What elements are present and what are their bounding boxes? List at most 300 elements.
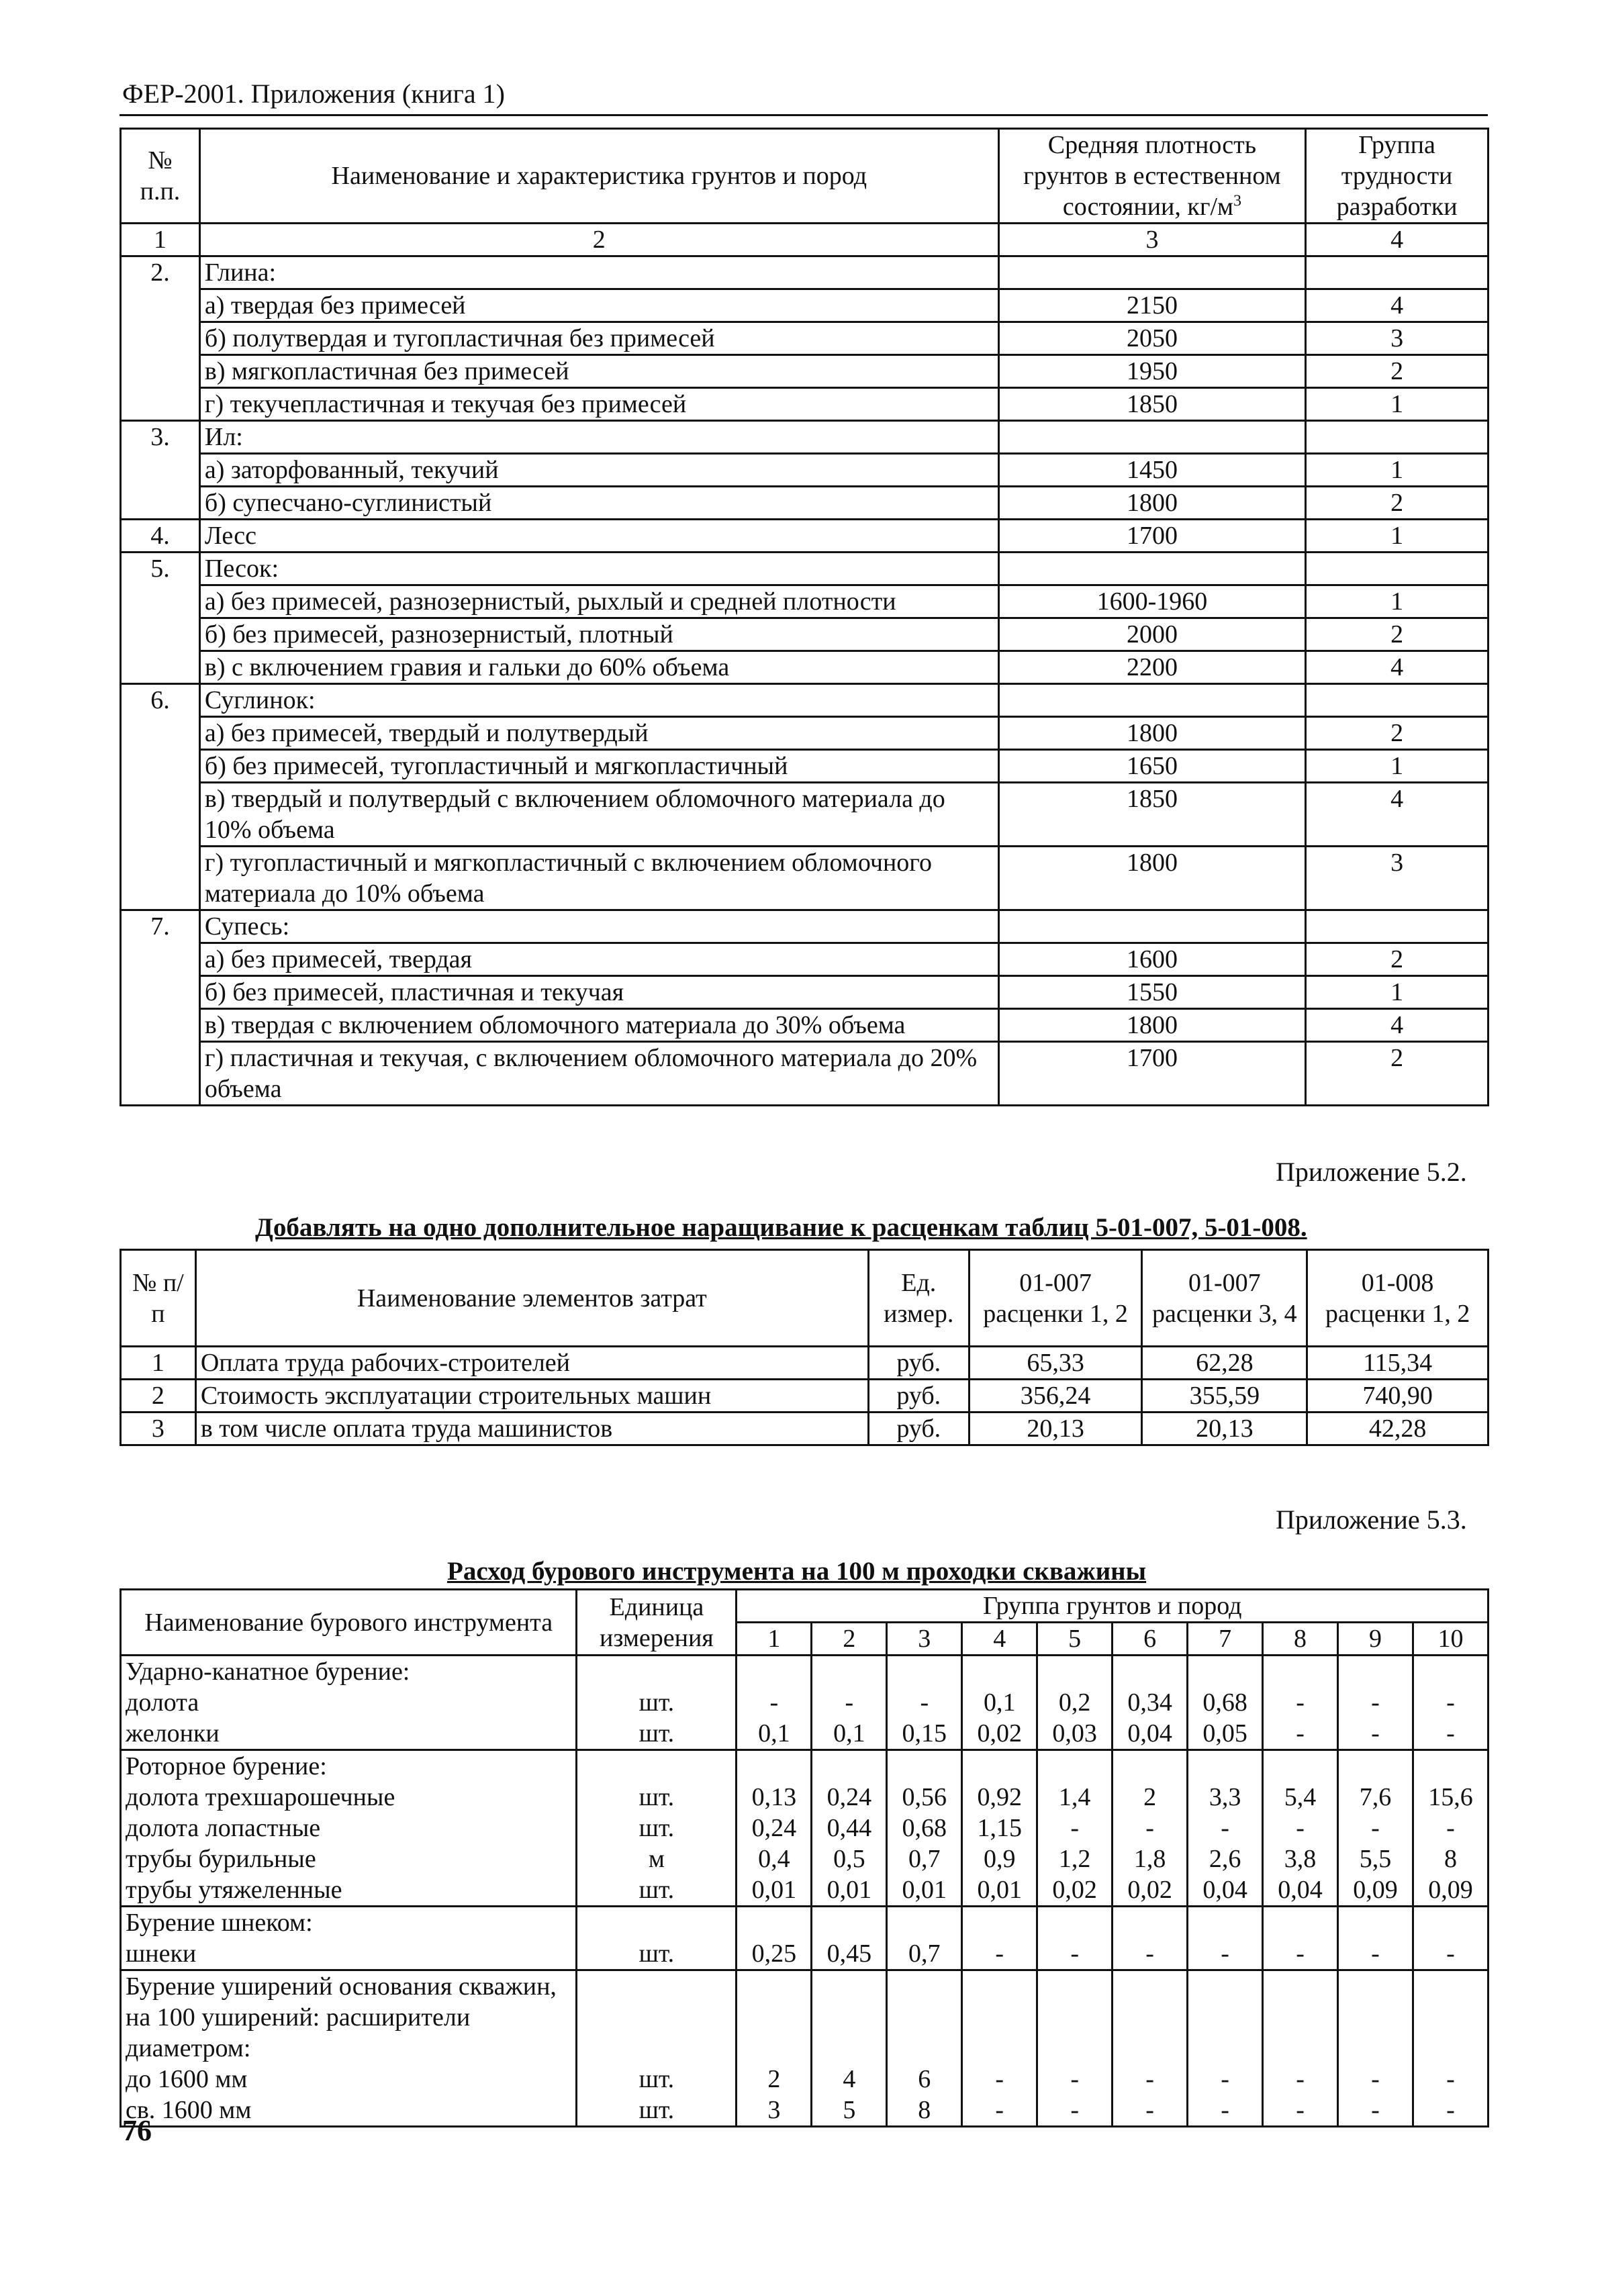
extra-extension-cost-table xyxy=(120,1249,1489,1446)
cost-row xyxy=(121,1413,1489,1445)
tool-name: до 1600 мм xyxy=(121,2064,577,2095)
row-number xyxy=(121,1009,200,1042)
soil-row xyxy=(121,256,1489,289)
unit: м xyxy=(577,1844,737,1874)
soil-density: 1450 xyxy=(998,454,1305,487)
consumption-value: 15,6 xyxy=(1413,1782,1488,1813)
row-number xyxy=(121,322,200,355)
soil-name: б) полутвердая и тугопластичная без примесей xyxy=(199,322,998,355)
consumption-value xyxy=(962,1907,1037,1939)
consumption-value xyxy=(1263,1907,1338,1939)
soil-row xyxy=(121,322,1489,355)
consumption-value xyxy=(1413,1907,1488,1939)
consumption-value: - xyxy=(1413,1813,1488,1844)
unit: шт. xyxy=(577,1718,737,1750)
consumption-value xyxy=(1338,1970,1413,2064)
soil-name: Ил: xyxy=(199,421,998,454)
consumption-value: 0,44 xyxy=(812,1813,887,1844)
consumption-value xyxy=(737,1656,812,1688)
tool-row xyxy=(121,1718,1489,1750)
soil-row xyxy=(121,289,1489,322)
soil-name: в) твердый и полутвердый с включением обломочного материала до 10% объема xyxy=(199,783,998,847)
tool-name: трубы утяжеленные xyxy=(121,1874,577,1907)
row-number xyxy=(121,976,200,1009)
consumption-value: 0,68 xyxy=(1188,1687,1263,1718)
consumption-value: - xyxy=(1413,1938,1488,1970)
soil-row xyxy=(121,684,1489,717)
drilling-tool-consumption-table xyxy=(120,1588,1489,2127)
consumption-value xyxy=(1188,1970,1263,2064)
column-number-cell: 2 xyxy=(199,224,998,256)
value-01-008-1-2: 42,28 xyxy=(1307,1413,1489,1445)
section-heading: Роторное бурение: xyxy=(121,1750,577,1782)
value-01-008-1-2: 115,34 xyxy=(1307,1347,1489,1380)
difficulty-group: 3 xyxy=(1306,322,1489,355)
soil-row xyxy=(121,520,1489,553)
soil-row xyxy=(121,487,1489,520)
consumption-value xyxy=(1338,1907,1413,1939)
consumption-value: - xyxy=(1338,1687,1413,1718)
consumption-value: 0,7 xyxy=(887,1844,962,1874)
consumption-value: 8 xyxy=(887,2095,962,2127)
consumption-value: 5 xyxy=(812,2095,887,2127)
consumption-value: 0,45 xyxy=(812,1938,887,1970)
header-rule xyxy=(120,114,1488,116)
soil-density: 1850 xyxy=(998,388,1305,421)
consumption-value xyxy=(1188,1750,1263,1782)
consumption-value: - xyxy=(1338,2064,1413,2095)
soil-density: 2200 xyxy=(998,651,1305,684)
soil-name: а) без примесей, разнозернистый, рыхлый и средней плотности xyxy=(199,585,998,618)
soil-row xyxy=(121,717,1489,750)
consumption-value: - xyxy=(1338,1938,1413,1970)
col-header-num: № п/п xyxy=(121,1250,196,1347)
row-number xyxy=(121,388,200,421)
soil-row xyxy=(121,1042,1489,1106)
consumption-value xyxy=(1113,1907,1188,1939)
consumption-value xyxy=(812,1656,887,1688)
section-heading: Бурение шнеком: xyxy=(121,1907,577,1939)
consumption-value: 0,2 xyxy=(1037,1687,1113,1718)
consumption-value xyxy=(1338,1656,1413,1688)
consumption-value: - xyxy=(962,1938,1037,1970)
tool-row xyxy=(121,2064,1489,2095)
soil-group-number: 8 xyxy=(1263,1623,1338,1656)
consumption-value: - xyxy=(1413,2095,1488,2127)
difficulty-group: 2 xyxy=(1306,487,1489,520)
unit xyxy=(577,1750,737,1782)
soil-density: 1800 xyxy=(998,847,1305,910)
consumption-value: - xyxy=(1037,1813,1113,1844)
cost-element-name: в том числе оплата труда машинистов xyxy=(195,1413,868,1445)
difficulty-group xyxy=(1306,553,1489,585)
consumption-value: 0,1 xyxy=(812,1718,887,1750)
consumption-value xyxy=(887,1656,962,1688)
tool-row xyxy=(121,2095,1489,2127)
consumption-value: 0,01 xyxy=(737,1874,812,1907)
col-header-01-007-3-4: 01-007 расценки 3, 4 xyxy=(1142,1250,1307,1347)
unit: руб. xyxy=(868,1413,969,1445)
difficulty-group: 1 xyxy=(1306,388,1489,421)
row-number xyxy=(121,454,200,487)
consumption-value xyxy=(962,1970,1037,2064)
difficulty-group: 4 xyxy=(1306,289,1489,322)
appendix-5-3-title: Расход бурового инструмента на 100 м проходки скважины xyxy=(447,1557,1147,1586)
soil-name: Песок: xyxy=(199,553,998,585)
soil-row xyxy=(121,910,1489,943)
tool-row xyxy=(121,1874,1489,1907)
soil-row xyxy=(121,553,1489,585)
row-number xyxy=(121,651,200,684)
cost-element-name: Стоимость эксплуатации строительных машин xyxy=(195,1380,868,1413)
unit xyxy=(577,1970,737,2064)
consumption-value: 0,7 xyxy=(887,1938,962,1970)
unit: шт. xyxy=(577,2095,737,2127)
consumption-value: 2,6 xyxy=(1188,1844,1263,1874)
consumption-value: 5,4 xyxy=(1263,1782,1338,1813)
soil-density: 1700 xyxy=(998,1042,1305,1106)
soil-group-number: 9 xyxy=(1338,1623,1413,1656)
soil-name: Суглинок: xyxy=(199,684,998,717)
consumption-value: 1,4 xyxy=(1037,1782,1113,1813)
difficulty-group: 2 xyxy=(1306,355,1489,388)
consumption-value xyxy=(1263,1750,1338,1782)
section-heading: Ударно-канатное бурение: xyxy=(121,1656,577,1688)
soil-name: а) твердая без примесей xyxy=(199,289,998,322)
consumption-value: 0,1 xyxy=(737,1718,812,1750)
col-header-group: Группа трудности разработки xyxy=(1306,129,1489,224)
row-number: 4. xyxy=(121,520,200,553)
consumption-value: 0,04 xyxy=(1188,1874,1263,1907)
consumption-value: - xyxy=(1113,2095,1188,2127)
consumption-value: 0,4 xyxy=(737,1844,812,1874)
consumption-value: 0,03 xyxy=(1037,1718,1113,1750)
consumption-value xyxy=(1188,1907,1263,1939)
tool-name: желонки xyxy=(121,1718,577,1750)
consumption-value: 0,25 xyxy=(737,1938,812,1970)
tool-name: долота трехшарошечные xyxy=(121,1782,577,1813)
tool-row xyxy=(121,1844,1489,1874)
row-number xyxy=(121,355,200,388)
tool-row xyxy=(121,1907,1489,1939)
difficulty-group: 2 xyxy=(1306,717,1489,750)
consumption-value: 0,04 xyxy=(1113,1718,1188,1750)
soil-density xyxy=(998,910,1305,943)
row-number: 1 xyxy=(121,1347,196,1380)
row-number xyxy=(121,585,200,618)
row-number xyxy=(121,289,200,322)
consumption-value: 0,01 xyxy=(887,1874,962,1907)
consumption-value xyxy=(737,1907,812,1939)
consumption-value: 0,09 xyxy=(1413,1874,1488,1907)
consumption-value: - xyxy=(1338,2095,1413,2127)
unit: руб. xyxy=(868,1380,969,1413)
value-01-007-1-2: 20,13 xyxy=(969,1413,1142,1445)
soil-name: г) пластичная и текучая, с включением обломочного материала до 20% объема xyxy=(199,1042,998,1106)
consumption-value: 0,92 xyxy=(962,1782,1037,1813)
consumption-value: 2 xyxy=(737,2064,812,2095)
soil-density: 1800 xyxy=(998,487,1305,520)
soil-density xyxy=(998,421,1305,454)
column-number-cell: 1 xyxy=(121,224,200,256)
consumption-value: - xyxy=(812,1687,887,1718)
soil-row xyxy=(121,618,1489,651)
difficulty-group: 2 xyxy=(1306,618,1489,651)
tool-name: св. 1600 мм xyxy=(121,2095,577,2127)
tool-row xyxy=(121,1687,1489,1718)
consumption-value xyxy=(812,1750,887,1782)
unit: шт. xyxy=(577,1938,737,1970)
consumption-value xyxy=(1113,1656,1188,1688)
consumption-value: - xyxy=(1413,2064,1488,2095)
consumption-value: - xyxy=(1338,1718,1413,1750)
soil-name: а) заторфованный, текучий xyxy=(199,454,998,487)
difficulty-group: 1 xyxy=(1306,976,1489,1009)
consumption-value: 0,01 xyxy=(812,1874,887,1907)
consumption-value xyxy=(887,1750,962,1782)
consumption-value xyxy=(1413,1970,1488,2064)
soil-row xyxy=(121,585,1489,618)
difficulty-group: 1 xyxy=(1306,750,1489,783)
consumption-value: 0,02 xyxy=(962,1718,1037,1750)
consumption-value: 6 xyxy=(887,2064,962,2095)
col-header-num: № п.п. xyxy=(121,129,200,224)
tool-name: трубы бурильные xyxy=(121,1844,577,1874)
soil-group-number: 2 xyxy=(812,1623,887,1656)
soil-density: 1800 xyxy=(998,1009,1305,1042)
consumption-value: 1,8 xyxy=(1113,1844,1188,1874)
unit: шт. xyxy=(577,2064,737,2095)
consumption-value: 0,9 xyxy=(962,1844,1037,1874)
consumption-value: - xyxy=(1188,1813,1263,1844)
soil-row xyxy=(121,421,1489,454)
soil-density: 1550 xyxy=(998,976,1305,1009)
consumption-value: - xyxy=(1188,2095,1263,2127)
soil-name: Супесь: xyxy=(199,910,998,943)
consumption-value: - xyxy=(1037,2095,1113,2127)
consumption-value: 5,5 xyxy=(1338,1844,1413,1874)
consumption-value: - xyxy=(1263,1938,1338,1970)
soil-name: Глина: xyxy=(199,256,998,289)
soil-group-number: 10 xyxy=(1413,1623,1488,1656)
unit: шт. xyxy=(577,1782,737,1813)
difficulty-group: 4 xyxy=(1306,783,1489,847)
consumption-value: 0,24 xyxy=(737,1813,812,1844)
soil-density xyxy=(998,256,1305,289)
soil-density: 2150 xyxy=(998,289,1305,322)
row-number xyxy=(121,618,200,651)
cost-element-name: Оплата труда рабочих-строителей xyxy=(195,1347,868,1380)
difficulty-group xyxy=(1306,910,1489,943)
soil-row xyxy=(121,976,1489,1009)
row-number: 3. xyxy=(121,421,200,454)
row-number: 6. xyxy=(121,684,200,717)
unit xyxy=(577,1656,737,1688)
tool-row xyxy=(121,1656,1489,1688)
consumption-value xyxy=(1113,1750,1188,1782)
consumption-value: - xyxy=(1113,2064,1188,2095)
unit: шт. xyxy=(577,1874,737,1907)
consumption-value xyxy=(1338,1750,1413,1782)
consumption-value: - xyxy=(1263,1813,1338,1844)
consumption-value: - xyxy=(737,1687,812,1718)
consumption-value: - xyxy=(1188,1938,1263,1970)
row-number: 3 xyxy=(121,1413,196,1445)
row-number xyxy=(121,750,200,783)
soil-name: г) тугопластичный и мягкопластичный с включением обломочного материала до 10% объема xyxy=(199,847,998,910)
row-number: 5. xyxy=(121,553,200,585)
col-header-name: Наименование и характеристика грунтов и пород xyxy=(199,129,998,224)
appendix-5-3-label: Приложение 5.3. xyxy=(1276,1504,1467,1535)
value-01-007-3-4: 355,59 xyxy=(1142,1380,1307,1413)
soil-name: в) твердая с включением обломочного материала до 30% объема xyxy=(199,1009,998,1042)
col-header-cost-element: Наименование элементов затрат xyxy=(195,1250,868,1347)
page-number: 76 xyxy=(122,2114,152,2147)
difficulty-group: 2 xyxy=(1306,943,1489,976)
appendix-5-2-label: Приложение 5.2. xyxy=(1276,1157,1467,1187)
consumption-value: - xyxy=(1263,1687,1338,1718)
consumption-value: - xyxy=(1263,2064,1338,2095)
difficulty-group xyxy=(1306,256,1489,289)
soil-density: 2000 xyxy=(998,618,1305,651)
soil-name: б) без примесей, разнозернистый, плотный xyxy=(199,618,998,651)
consumption-value: 0,56 xyxy=(887,1782,962,1813)
consumption-value: 0,04 xyxy=(1263,1874,1338,1907)
consumption-value xyxy=(1413,1750,1488,1782)
value-01-007-1-2: 65,33 xyxy=(969,1347,1142,1380)
tool-name: шнеки xyxy=(121,1938,577,1970)
col-header-01-008-1-2: 01-008 расценки 1, 2 xyxy=(1307,1250,1489,1347)
soil-density xyxy=(998,553,1305,585)
tool-row xyxy=(121,1750,1489,1782)
consumption-value xyxy=(1037,1907,1113,1939)
consumption-value: - xyxy=(1037,1938,1113,1970)
consumption-value: 3 xyxy=(737,2095,812,2127)
tool-row xyxy=(121,1782,1489,1813)
consumption-value xyxy=(812,1970,887,2064)
col-header-density: Средняя плотность грунтов в естественном состоянии, $кг/м^3$ xyxy=(998,129,1305,224)
difficulty-group: 4 xyxy=(1306,1009,1489,1042)
soil-density-table xyxy=(120,128,1489,1106)
consumption-value: - xyxy=(1113,1938,1188,1970)
soil-row xyxy=(121,783,1489,847)
col-header-unit: Единица измерения xyxy=(577,1590,737,1656)
soil-group-number: 1 xyxy=(737,1623,812,1656)
consumption-value: 0,05 xyxy=(1188,1718,1263,1750)
difficulty-group: 3 xyxy=(1306,847,1489,910)
tool-row xyxy=(121,1813,1489,1844)
consumption-value: 0,09 xyxy=(1338,1874,1413,1907)
value-01-008-1-2: 740,90 xyxy=(1307,1380,1489,1413)
soil-row xyxy=(121,454,1489,487)
column-number-cell: 4 xyxy=(1306,224,1489,256)
difficulty-group xyxy=(1306,421,1489,454)
difficulty-group: 1 xyxy=(1306,454,1489,487)
soil-name: г) текучепластичная и текучая без примесей xyxy=(199,388,998,421)
soil-row xyxy=(121,847,1489,910)
consumption-value xyxy=(887,1970,962,2064)
column-number-cell: 3 xyxy=(998,224,1305,256)
consumption-value xyxy=(1037,1750,1113,1782)
soil-density: 1600-1960 xyxy=(998,585,1305,618)
consumption-value: 3,3 xyxy=(1188,1782,1263,1813)
col-header-unit: Ед. измер. xyxy=(868,1250,969,1347)
consumption-value: 0,13 xyxy=(737,1782,812,1813)
difficulty-group xyxy=(1306,684,1489,717)
soil-group-number: 6 xyxy=(1113,1623,1188,1656)
cost-row xyxy=(121,1347,1489,1380)
soil-group-number: 5 xyxy=(1037,1623,1113,1656)
row-number xyxy=(121,847,200,910)
consumption-value xyxy=(1113,1970,1188,2064)
soil-name: б) без примесей, пластичная и текучая xyxy=(199,976,998,1009)
difficulty-group: 4 xyxy=(1306,651,1489,684)
row-number: 7. xyxy=(121,910,200,943)
tool-name: долота xyxy=(121,1687,577,1718)
row-number: 2 xyxy=(121,1380,196,1413)
soil-group-number: 7 xyxy=(1188,1623,1263,1656)
col-header-soil-group: Группа грунтов и пород xyxy=(737,1590,1489,1623)
consumption-value: 0,24 xyxy=(812,1782,887,1813)
soil-row xyxy=(121,651,1489,684)
consumption-value: 2 xyxy=(1113,1782,1188,1813)
soil-name: в) с включением гравия и гальки до 60% объема xyxy=(199,651,998,684)
consumption-value: - xyxy=(1413,1718,1488,1750)
consumption-value xyxy=(737,1970,812,2064)
value-01-007-1-2: 356,24 xyxy=(969,1380,1142,1413)
consumption-value: - xyxy=(1413,1687,1488,1718)
soil-density: 1650 xyxy=(998,750,1305,783)
difficulty-group: 1 xyxy=(1306,520,1489,553)
consumption-value: 0,02 xyxy=(1113,1874,1188,1907)
unit xyxy=(577,1907,737,1939)
consumption-value: 1,15 xyxy=(962,1813,1037,1844)
appendix-5-2-title: Добавлять на одно дополнительное наращивание к расценкам таблиц 5-01-007, 5-01-008. xyxy=(255,1213,1307,1242)
value-01-007-3-4: 62,28 xyxy=(1142,1347,1307,1380)
consumption-value: 4 xyxy=(812,2064,887,2095)
consumption-value: 3,8 xyxy=(1263,1844,1338,1874)
unit: шт. xyxy=(577,1813,737,1844)
consumption-value xyxy=(1263,1656,1338,1688)
soil-name: б) супесчано-суглинистый xyxy=(199,487,998,520)
soil-density: 1700 xyxy=(998,520,1305,553)
difficulty-group: 2 xyxy=(1306,1042,1489,1106)
soil-density: 1800 xyxy=(998,717,1305,750)
consumption-value xyxy=(1188,1656,1263,1688)
consumption-value: - xyxy=(1263,1718,1338,1750)
consumption-value: 7,6 xyxy=(1338,1782,1413,1813)
unit: руб. xyxy=(868,1347,969,1380)
consumption-value: 0,5 xyxy=(812,1844,887,1874)
row-number xyxy=(121,783,200,847)
consumption-value xyxy=(962,1750,1037,1782)
column-number-row xyxy=(121,224,1489,256)
col-header-tool-name: Наименование бурового инструмента xyxy=(121,1590,577,1656)
consumption-value: 0,01 xyxy=(962,1874,1037,1907)
consumption-value: - xyxy=(1037,2064,1113,2095)
consumption-value: 0,34 xyxy=(1113,1687,1188,1718)
consumption-value: 8 xyxy=(1413,1844,1488,1874)
section-heading: Бурение уширений основания скважин, на 100 уширений: расширители диаметром: xyxy=(121,1970,577,2064)
soil-density xyxy=(998,684,1305,717)
consumption-value: - xyxy=(962,2064,1037,2095)
consumption-value xyxy=(1263,1970,1338,2064)
row-number xyxy=(121,1042,200,1106)
soil-row xyxy=(121,355,1489,388)
consumption-value xyxy=(1037,1656,1113,1688)
row-number: 2. xyxy=(121,256,200,289)
soil-group-number: 4 xyxy=(962,1623,1037,1656)
